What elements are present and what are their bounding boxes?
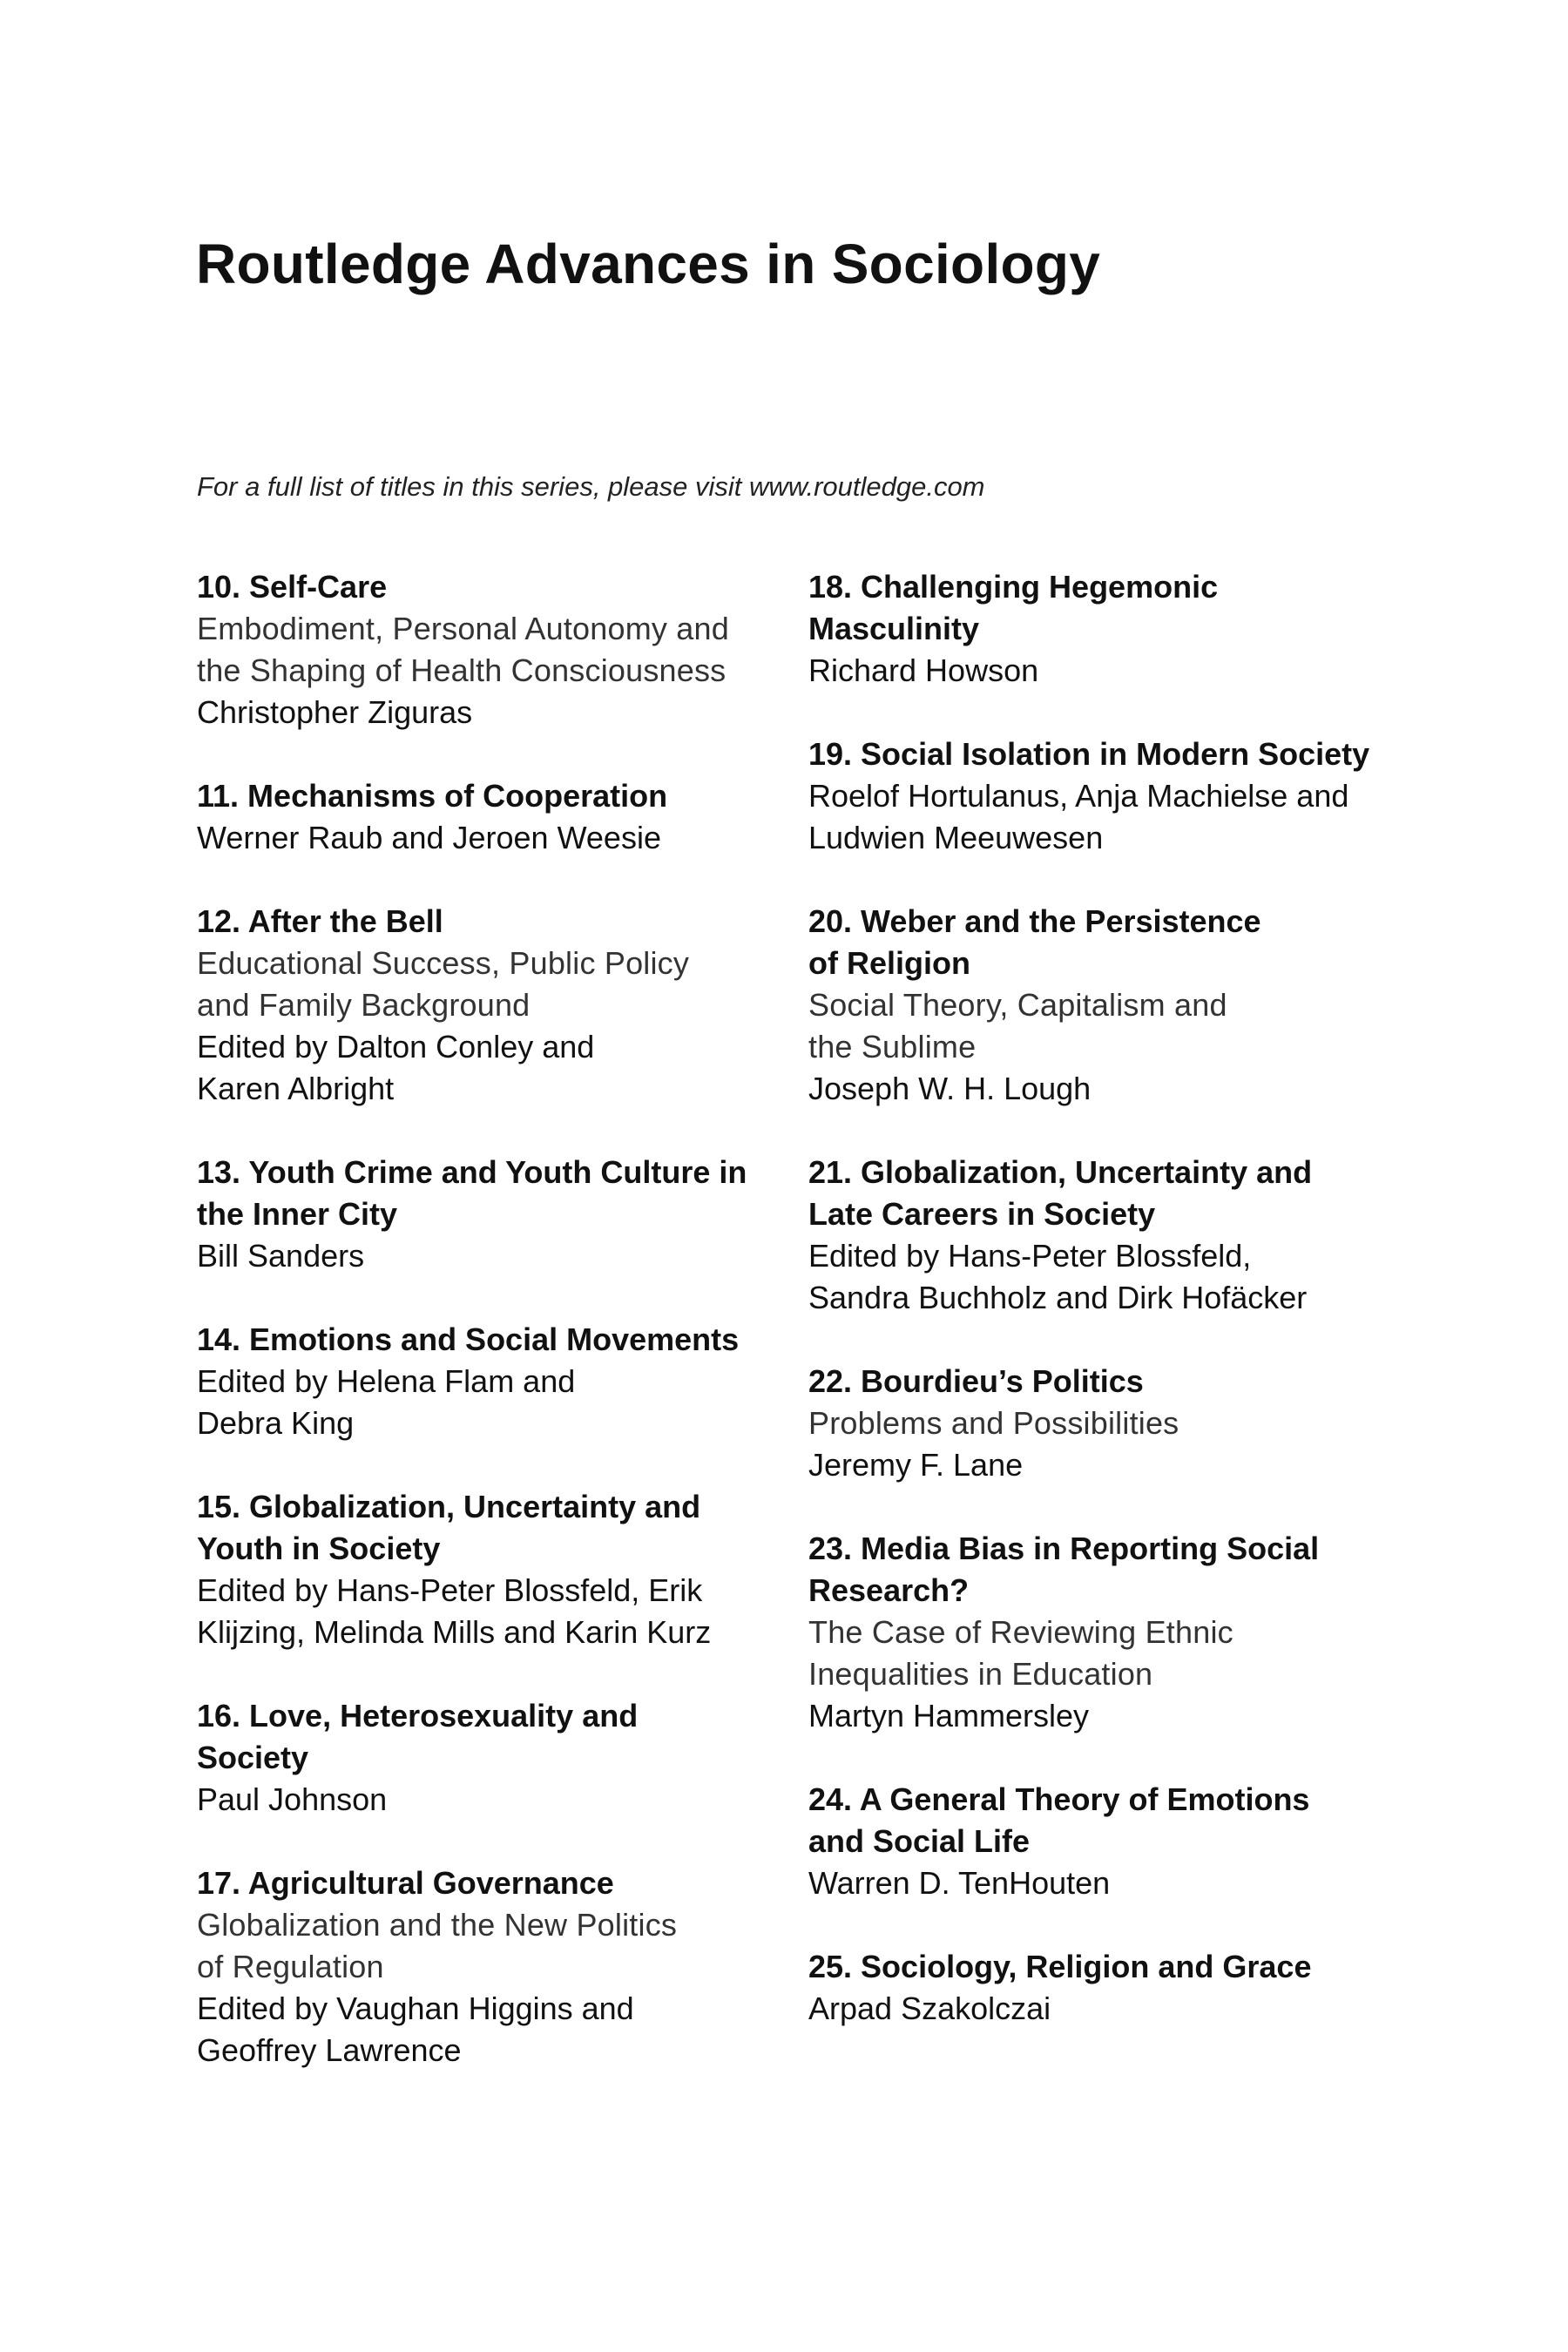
entry-title-line: 20. Weber and the Persistence [808,903,1261,939]
entry-title-line: 17. Agricultural Governance [197,1865,614,1901]
series-title-entry [197,1152,789,1277]
entry-author-line: Bill Sanders [197,1238,365,1274]
entry-subtitle-line: Globalization and the New Politics [197,1907,678,1943]
series-title: Routledge Advances in Sociology [196,233,1101,295]
entry-title-line: 18. Challenging Hegemonic [808,569,1219,605]
entry-title-line: Masculinity [808,611,980,646]
entry-author-line: Paul Johnson [197,1781,388,1817]
entry-title-line: 10. Self-Care [197,569,388,605]
right-title-column [808,566,1401,2072]
series-title-entry [197,1695,789,1821]
entry-title-line: 11. Mechanisms of Cooperation [197,778,668,814]
entry-title-line: and Social Life [808,1823,1031,1859]
entry-title-line: 22. Bourdieu’s Politics [808,1363,1144,1399]
entry-author-line: Edited by Vaughan Higgins and [197,1990,634,2026]
entry-author-line: Christopher Ziguras [197,694,473,730]
entry-author-line: Geoffrey Lawrence [197,2032,462,2068]
series-title-entry [808,1946,1401,2030]
entry-author-line: Debra King [197,1405,355,1441]
entry-author-line: Werner Raub and Jeroen Weesie [197,820,661,855]
entry-author-line: Sandra Buchholz and Dirk Hofäcker [808,1280,1308,1315]
entry-subtitle-line: Embodiment, Personal Autonomy and [197,611,729,646]
entry-title-line: 23. Media Bias in Reporting Social [808,1531,1320,1566]
entry-subtitle-line: Inequalities in Education [808,1656,1153,1692]
entry-author-line: Edited by Dalton Conley and [197,1029,595,1064]
series-title-entry [808,901,1401,1110]
series-title-entry [197,566,789,733]
entry-author-line: Edited by Hans-Peter Blossfeld, Erik [197,1572,703,1608]
entry-author-line: Jeremy F. Lane [808,1447,1024,1483]
entry-author-line: Edited by Helena Flam and [197,1363,576,1399]
entry-title-line: of Religion [808,945,970,981]
entry-subtitle-line: the Sublime [808,1029,977,1064]
entry-subtitle-line: of Regulation [197,1949,384,1984]
entry-subtitle-line: Educational Success, Public Policy [197,945,690,981]
series-title-entry [808,1152,1401,1319]
entry-title-line: the Inner City [197,1196,398,1232]
entry-title-line: 21. Globalization, Uncertainty and [808,1154,1313,1190]
entry-title-line: 25. Sociology, Religion and Grace [808,1949,1312,1984]
entry-subtitle-line: and Family Background [197,987,531,1023]
series-title-entry [197,901,789,1110]
entry-author-line: Klijzing, Melinda Mills and Karin Kurz [197,1614,712,1650]
series-title-entry [808,566,1401,692]
entry-author-line: Richard Howson [808,652,1039,688]
entry-title-line: Youth in Society [197,1531,441,1566]
series-title-entry [808,733,1401,859]
entry-title-line: 24. A General Theory of Emotions [808,1781,1310,1817]
entry-author-line: Joseph W. H. Lough [808,1071,1092,1106]
entry-author-line: Roelof Hortulanus, Anja Machielse and [808,778,1349,814]
entry-author-line: Warren D. TenHouten [808,1865,1111,1901]
series-title-entry [197,775,789,859]
entry-author-line: Edited by Hans-Peter Blossfeld, [808,1238,1252,1274]
entry-title-line: Society [197,1740,309,1775]
entry-title-line: Research? [808,1572,970,1608]
series-title-entry [808,1361,1401,1486]
series-visit-note: For a full list of titles in this series, please visit www.routledge.com [197,471,985,502]
entry-title-line: Late Careers in Society [808,1196,1156,1232]
series-title-entry [197,1862,789,2072]
entry-title-line: 13. Youth Crime and Youth Culture in [197,1154,747,1190]
entry-author-line: Martyn Hammersley [808,1698,1090,1734]
entry-title-line: 15. Globalization, Uncertainty and [197,1489,701,1524]
series-title-entry [197,1319,789,1444]
entry-author-line: Ludwien Meeuwesen [808,820,1104,855]
entry-title-line: 19. Social Isolation in Modern Society [808,736,1370,772]
left-title-column [197,566,789,2113]
entry-subtitle-line: Problems and Possibilities [808,1405,1179,1441]
entry-author-line: Karen Albright [197,1071,395,1106]
entry-subtitle-line: the Shaping of Health Consciousness [197,652,727,688]
entry-author-line: Arpad Szakolczai [808,1990,1051,2026]
entry-title-line: 16. Love, Heterosexuality and [197,1698,639,1734]
entry-title-line: 14. Emotions and Social Movements [197,1321,740,1357]
series-title-entry [197,1486,789,1653]
entry-subtitle-line: Social Theory, Capitalism and [808,987,1227,1023]
entry-title-line: 12. After the Bell [197,903,443,939]
entry-subtitle-line: The Case of Reviewing Ethnic [808,1614,1233,1650]
series-title-entry [808,1528,1401,1737]
series-title-entry [808,1779,1401,1904]
